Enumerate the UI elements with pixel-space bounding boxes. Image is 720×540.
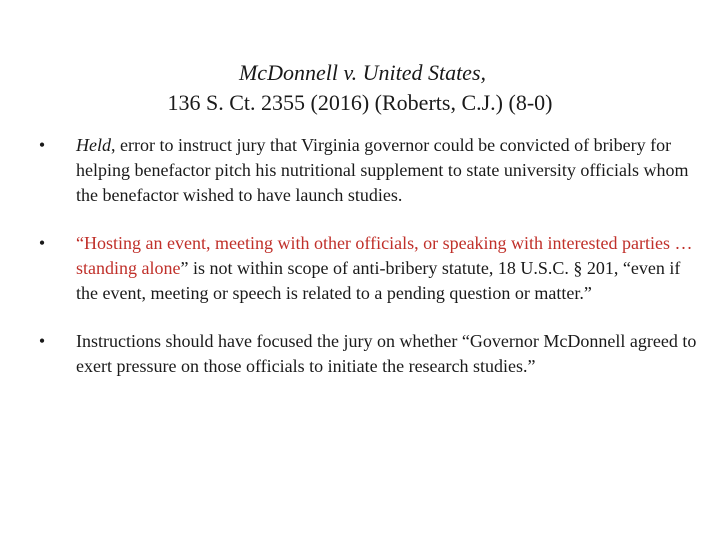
- slide-title: [0, 58, 720, 118]
- bullet-text: ” is not within scope of anti-bribery statute, 18 U.S.C. § 201, “even if the event, meeting or speech is related to a pending question or matter.”: [76, 258, 681, 303]
- bullet-text: , error to instruct jury that Virginia governor could be convicted of bribery for helping benefactor pitch his nutritional supplement to state university officials whom the benefactor wished to have launch studies.: [76, 135, 689, 205]
- bullet-marker: •: [38, 331, 46, 351]
- bullet-instructions: [32, 329, 700, 379]
- case-name-line: [0, 58, 720, 88]
- bullet-marker: •: [38, 135, 46, 155]
- red-quote: “Hosting an event, meeting with other officials, or speaking with interested parties … standing alone: [76, 233, 693, 278]
- case-citation: 136 S. Ct. 2355 (2016) (Roberts, C.J.) (8-0): [167, 90, 553, 115]
- bullet-held: [32, 133, 700, 208]
- held-word: Held: [76, 135, 111, 155]
- bullet-text: Instructions should have focused the jury on whether “Governor McDonnell agreed to exert pressure on those officials to initiate the research studies.”: [76, 331, 697, 376]
- bullet-marker: •: [38, 233, 46, 253]
- bullet-list: [32, 133, 700, 402]
- case-name: McDonnell v. United States,: [238, 60, 487, 85]
- bullet-hosting-event: [32, 231, 700, 306]
